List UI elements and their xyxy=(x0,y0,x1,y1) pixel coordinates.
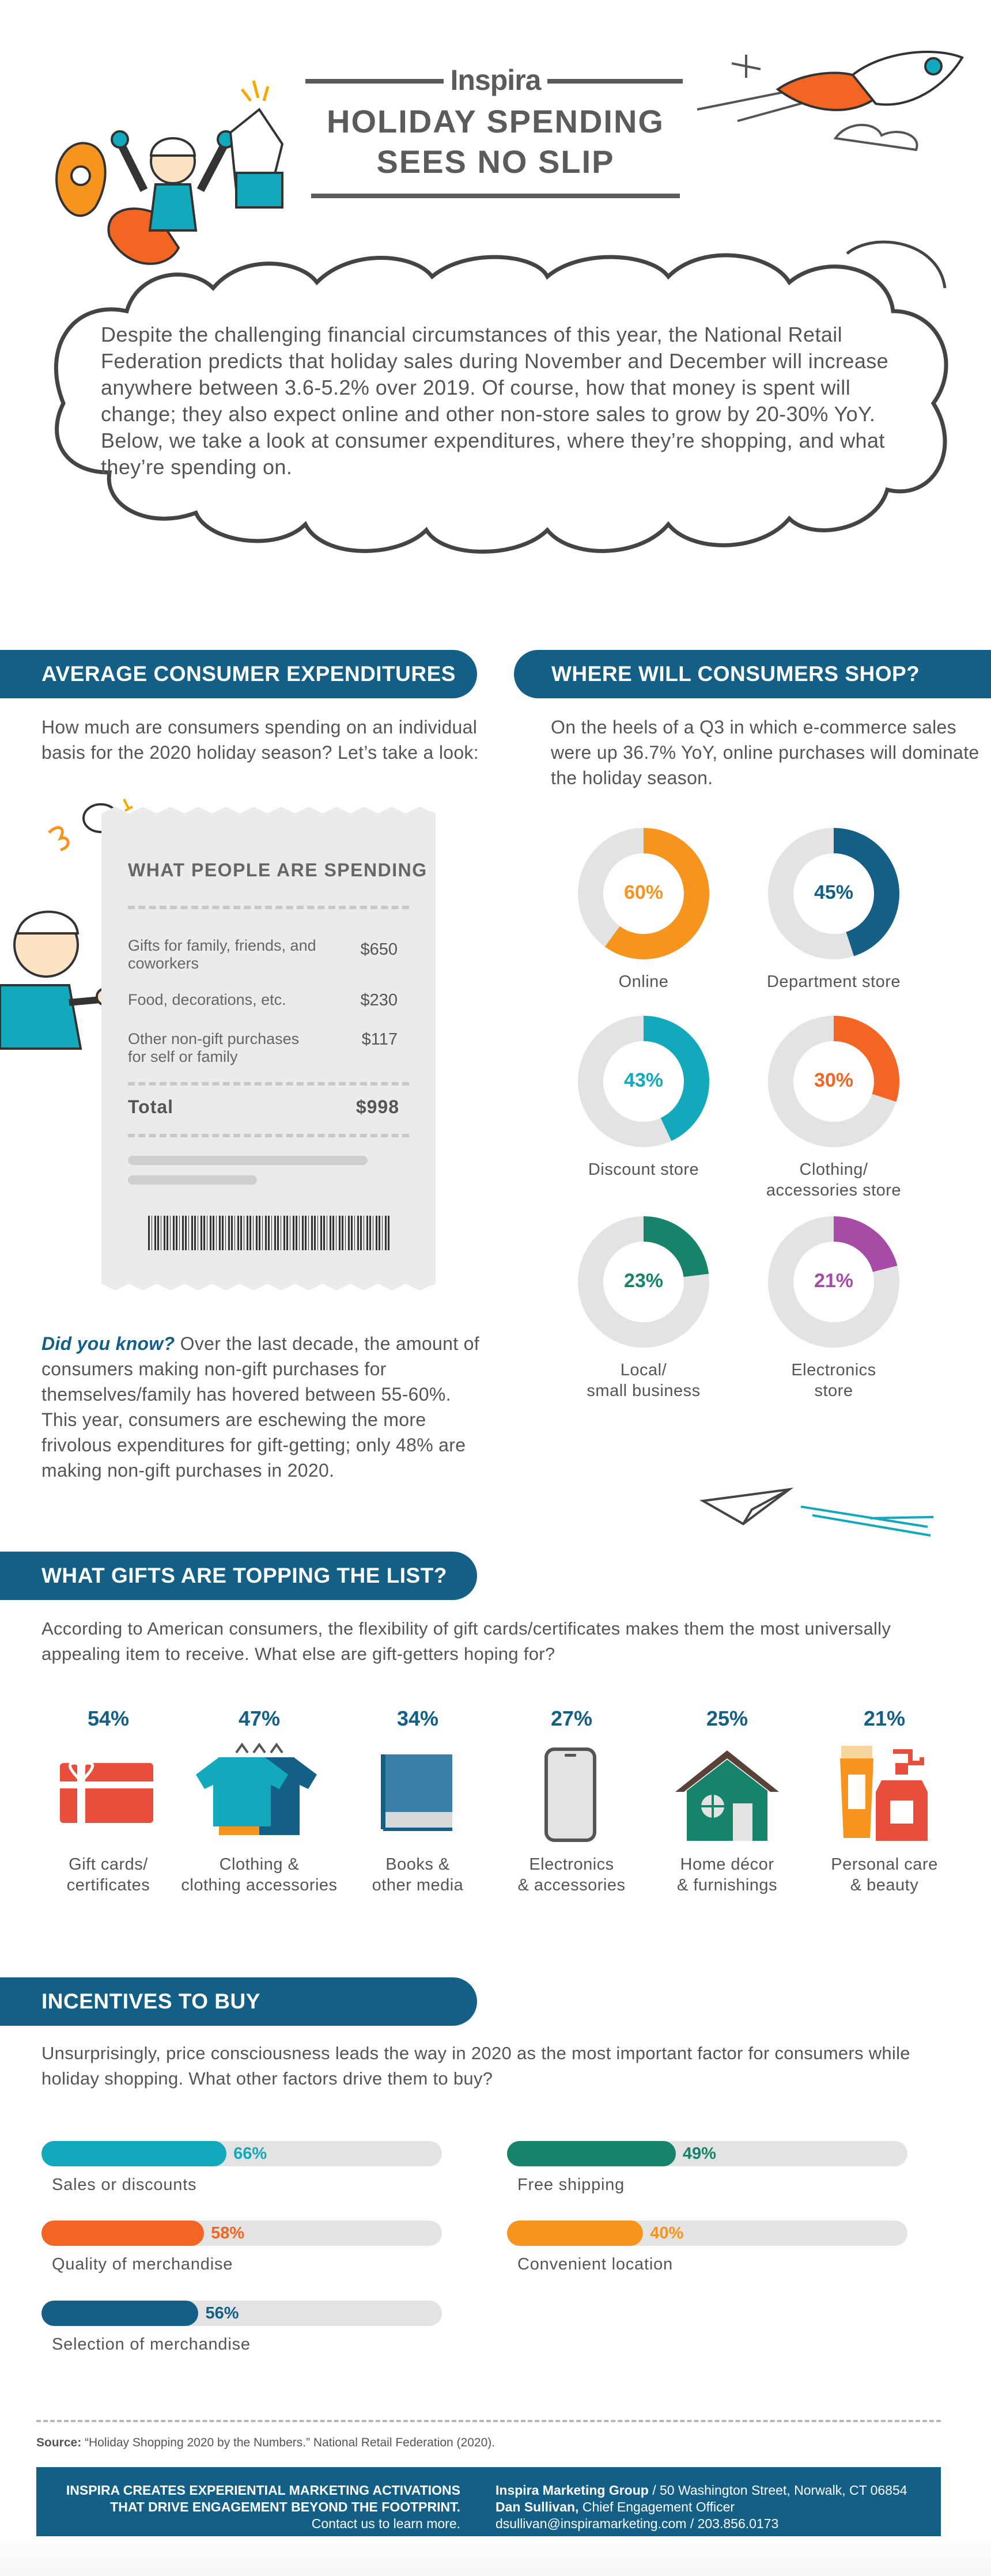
receipt-item-value: $117 xyxy=(361,1030,398,1049)
gift-card-icon xyxy=(58,1757,156,1826)
phone-icon xyxy=(542,1746,599,1844)
donut-label-line: Discount store xyxy=(588,1160,699,1179)
section-banner-incentives: INCENTIVES TO BUY xyxy=(0,1977,477,2026)
gift-label: Electronics & accessories xyxy=(517,1855,626,1894)
barcode-icon xyxy=(148,1216,390,1250)
donut-percent: 60% xyxy=(623,882,664,903)
shop-description: On the heels of a Q3 in which e-commerce sales were up 36.7% YoY, online purchases will dominate the holiday season. xyxy=(551,717,979,788)
gift-percent: 34% xyxy=(396,1707,439,1730)
rocket-illustration xyxy=(691,35,968,161)
receipt-divider xyxy=(128,906,409,909)
donut-label xyxy=(736,1159,932,1201)
incentive-bar-track xyxy=(507,2221,907,2246)
clothing-icon xyxy=(196,1740,323,1838)
gift-label: Clothing & clothing accessories xyxy=(181,1855,338,1894)
intro-text: Despite the challenging financial circumstances of this year, the National Retail Federation predicts that holiday sales during November and December will increase anywhere between 3.6-5.2% over 2019. Of course, how that money is spent will change; they also expect online and other non-store sales to grow by 20-30% YoY. Below, we take a look at consumer expenditures, where they’re shopping, and what they’re spending on. xyxy=(101,323,889,479)
gift-label: Home décor & furnishings xyxy=(676,1855,778,1894)
gift-label: Personal care & beauty xyxy=(831,1855,938,1894)
donut-label-line: Local/ xyxy=(620,1361,667,1379)
donut-label xyxy=(546,1360,742,1401)
brand-logo: Inspira xyxy=(450,64,541,96)
incentive-bar-fill xyxy=(507,2221,643,2246)
paper-plane-icon xyxy=(697,1484,939,1553)
contact-details[interactable]: dsullivan@inspiramarketing.com / 203.856.0173 xyxy=(496,2516,779,2531)
incentive-bar-percent: 49% xyxy=(682,2144,716,2163)
donut-label-line: store xyxy=(814,1382,853,1400)
incentive-bar-percent: 66% xyxy=(233,2144,267,2163)
company-address: / 50 Washington Street, Norwalk, CT 06854 xyxy=(648,2483,907,2498)
contact-title: Chief Engagement Officer xyxy=(578,2499,735,2514)
headline: HOLIDAY SPENDING SEES NO SLIP xyxy=(327,103,664,180)
receipt-item-value: $230 xyxy=(360,991,398,1009)
donut-percent: 45% xyxy=(814,882,854,903)
incentive-bar-fill xyxy=(41,2301,198,2326)
incentive-bar-track xyxy=(41,2141,442,2166)
incentive-bar-label: Free shipping xyxy=(517,2176,625,2194)
incentive-bar-label: Quality of merchandise xyxy=(52,2255,233,2274)
donut-label-line: Electronics xyxy=(791,1361,876,1379)
footer-tagline: INSPIRA CREATES EXPERIENTIAL MARKETING ACTIVATIONS THAT DRIVE ENGAGEMENT BEYOND THE FOOTPRINT. Contact us to learn more. xyxy=(36,2482,460,2532)
receipt-item-label: Other non-gift purchases for self or family xyxy=(128,1030,300,1065)
house-icon xyxy=(670,1746,785,1844)
receipt-title: WHAT PEOPLE ARE SPENDING xyxy=(128,860,428,880)
incentive-bar-fill xyxy=(507,2141,676,2166)
receipt-item-label: Food, decorations, etc. xyxy=(128,991,286,1008)
donut-percent: 21% xyxy=(814,1270,854,1292)
thumbs-up-man-illustration xyxy=(0,899,115,1072)
incentive-bar-track xyxy=(41,2221,442,2246)
personal-care-icon xyxy=(835,1740,933,1844)
gift-percent: 21% xyxy=(863,1707,906,1730)
source-divider xyxy=(36,2420,941,2422)
donut-label-line: Department store xyxy=(766,973,901,991)
did-you-know-text xyxy=(41,1331,491,1483)
contact-name: Dan Sullivan, xyxy=(496,2499,579,2514)
gifts-description: According to American consumers, the flexibility of gift cards/certificates makes them the most universally appealing item to receive. What else are gift-getters hoping for? xyxy=(41,1618,891,1664)
receipt-total-label: Total xyxy=(128,1096,174,1117)
donut-label xyxy=(546,971,742,992)
receipt-placeholder-line xyxy=(128,1175,257,1185)
receipt-item-value: $650 xyxy=(360,940,398,959)
gift-percent: 47% xyxy=(238,1707,281,1730)
donut-percent: 23% xyxy=(623,1270,664,1292)
section-banner-gifts: WHAT GIFTS ARE TOPPING THE LIST? xyxy=(0,1552,477,1600)
donut-label-line: Online xyxy=(618,973,669,991)
footer-banner xyxy=(36,2467,941,2536)
incentive-bar-fill xyxy=(41,2221,204,2246)
company-name: Inspira Marketing Group xyxy=(496,2483,649,2498)
incentive-bar-percent: 40% xyxy=(650,2224,684,2242)
incentive-bar-track xyxy=(507,2141,907,2166)
donut-label-line: small business xyxy=(587,1382,701,1400)
receipt-divider xyxy=(128,1134,409,1137)
did-you-know-body: Over the last decade, the amount of consumers making non-gift purchases for themselves/family has hovered between 55-60%. This year, consumers are eschewing the more frivolous expenditures for gift-getting; only 48% are making non-gift purchases in 2020. xyxy=(41,1333,479,1481)
donut-label-line: Clothing/ xyxy=(799,1160,868,1179)
section-banner-expenditures: AVERAGE CONSUMER EXPENDITURES xyxy=(0,650,477,698)
book-icon xyxy=(375,1749,461,1835)
incentive-bar-track xyxy=(41,2301,442,2326)
gift-label: Gift cards/ certificates xyxy=(66,1855,150,1894)
donut-percent: 43% xyxy=(623,1069,664,1091)
receipt-item-label: Gifts for family, friends, and coworkers xyxy=(128,937,316,972)
donut-label-line: accessories store xyxy=(766,1181,902,1200)
donut-label xyxy=(546,1159,742,1180)
donut-label xyxy=(736,971,932,992)
footer-contact xyxy=(496,2482,933,2532)
incentive-bar-label: Sales or discounts xyxy=(52,2176,197,2194)
expenditures-description: How much are consumers spending on an individual basis for the 2020 holiday season? Let’s take a look: xyxy=(41,717,479,763)
incentive-bar-fill xyxy=(41,2141,226,2166)
source-citation: Source: “Holiday Shopping 2020 by the Numbers.” National Retail Federation (2020). xyxy=(36,2436,496,2449)
incentive-bar-percent: 56% xyxy=(205,2304,239,2322)
incentive-bar-percent: 58% xyxy=(211,2224,245,2242)
receipt-total-value: $998 xyxy=(355,1096,399,1117)
gift-percent: 25% xyxy=(706,1707,748,1730)
incentives-description: Unsurprisingly, price consciousness leads the way in 2020 as the most important factor for consumers while holiday shopping. What other factors drive them to buy? xyxy=(41,2043,910,2089)
incentive-bar-label: Convenient location xyxy=(517,2255,673,2274)
receipt-placeholder-line xyxy=(128,1156,368,1165)
gift-label: Books & other media xyxy=(372,1855,464,1894)
incentive-bar-label: Selection of merchandise xyxy=(52,2335,251,2354)
header-rule-bottom xyxy=(311,194,680,198)
did-you-know-lead: Did you know? xyxy=(41,1333,175,1354)
donut-percent: 30% xyxy=(814,1069,854,1091)
gift-percent: 27% xyxy=(550,1707,593,1730)
donut-label xyxy=(736,1360,932,1401)
receipt-divider xyxy=(128,1082,409,1085)
contact-cta[interactable]: Contact us to learn more. xyxy=(311,2516,460,2531)
footer-shadow xyxy=(0,2536,991,2576)
gift-percent: 54% xyxy=(87,1707,130,1730)
section-banner-shop: WHERE WILL CONSUMERS SHOP? xyxy=(514,650,991,698)
